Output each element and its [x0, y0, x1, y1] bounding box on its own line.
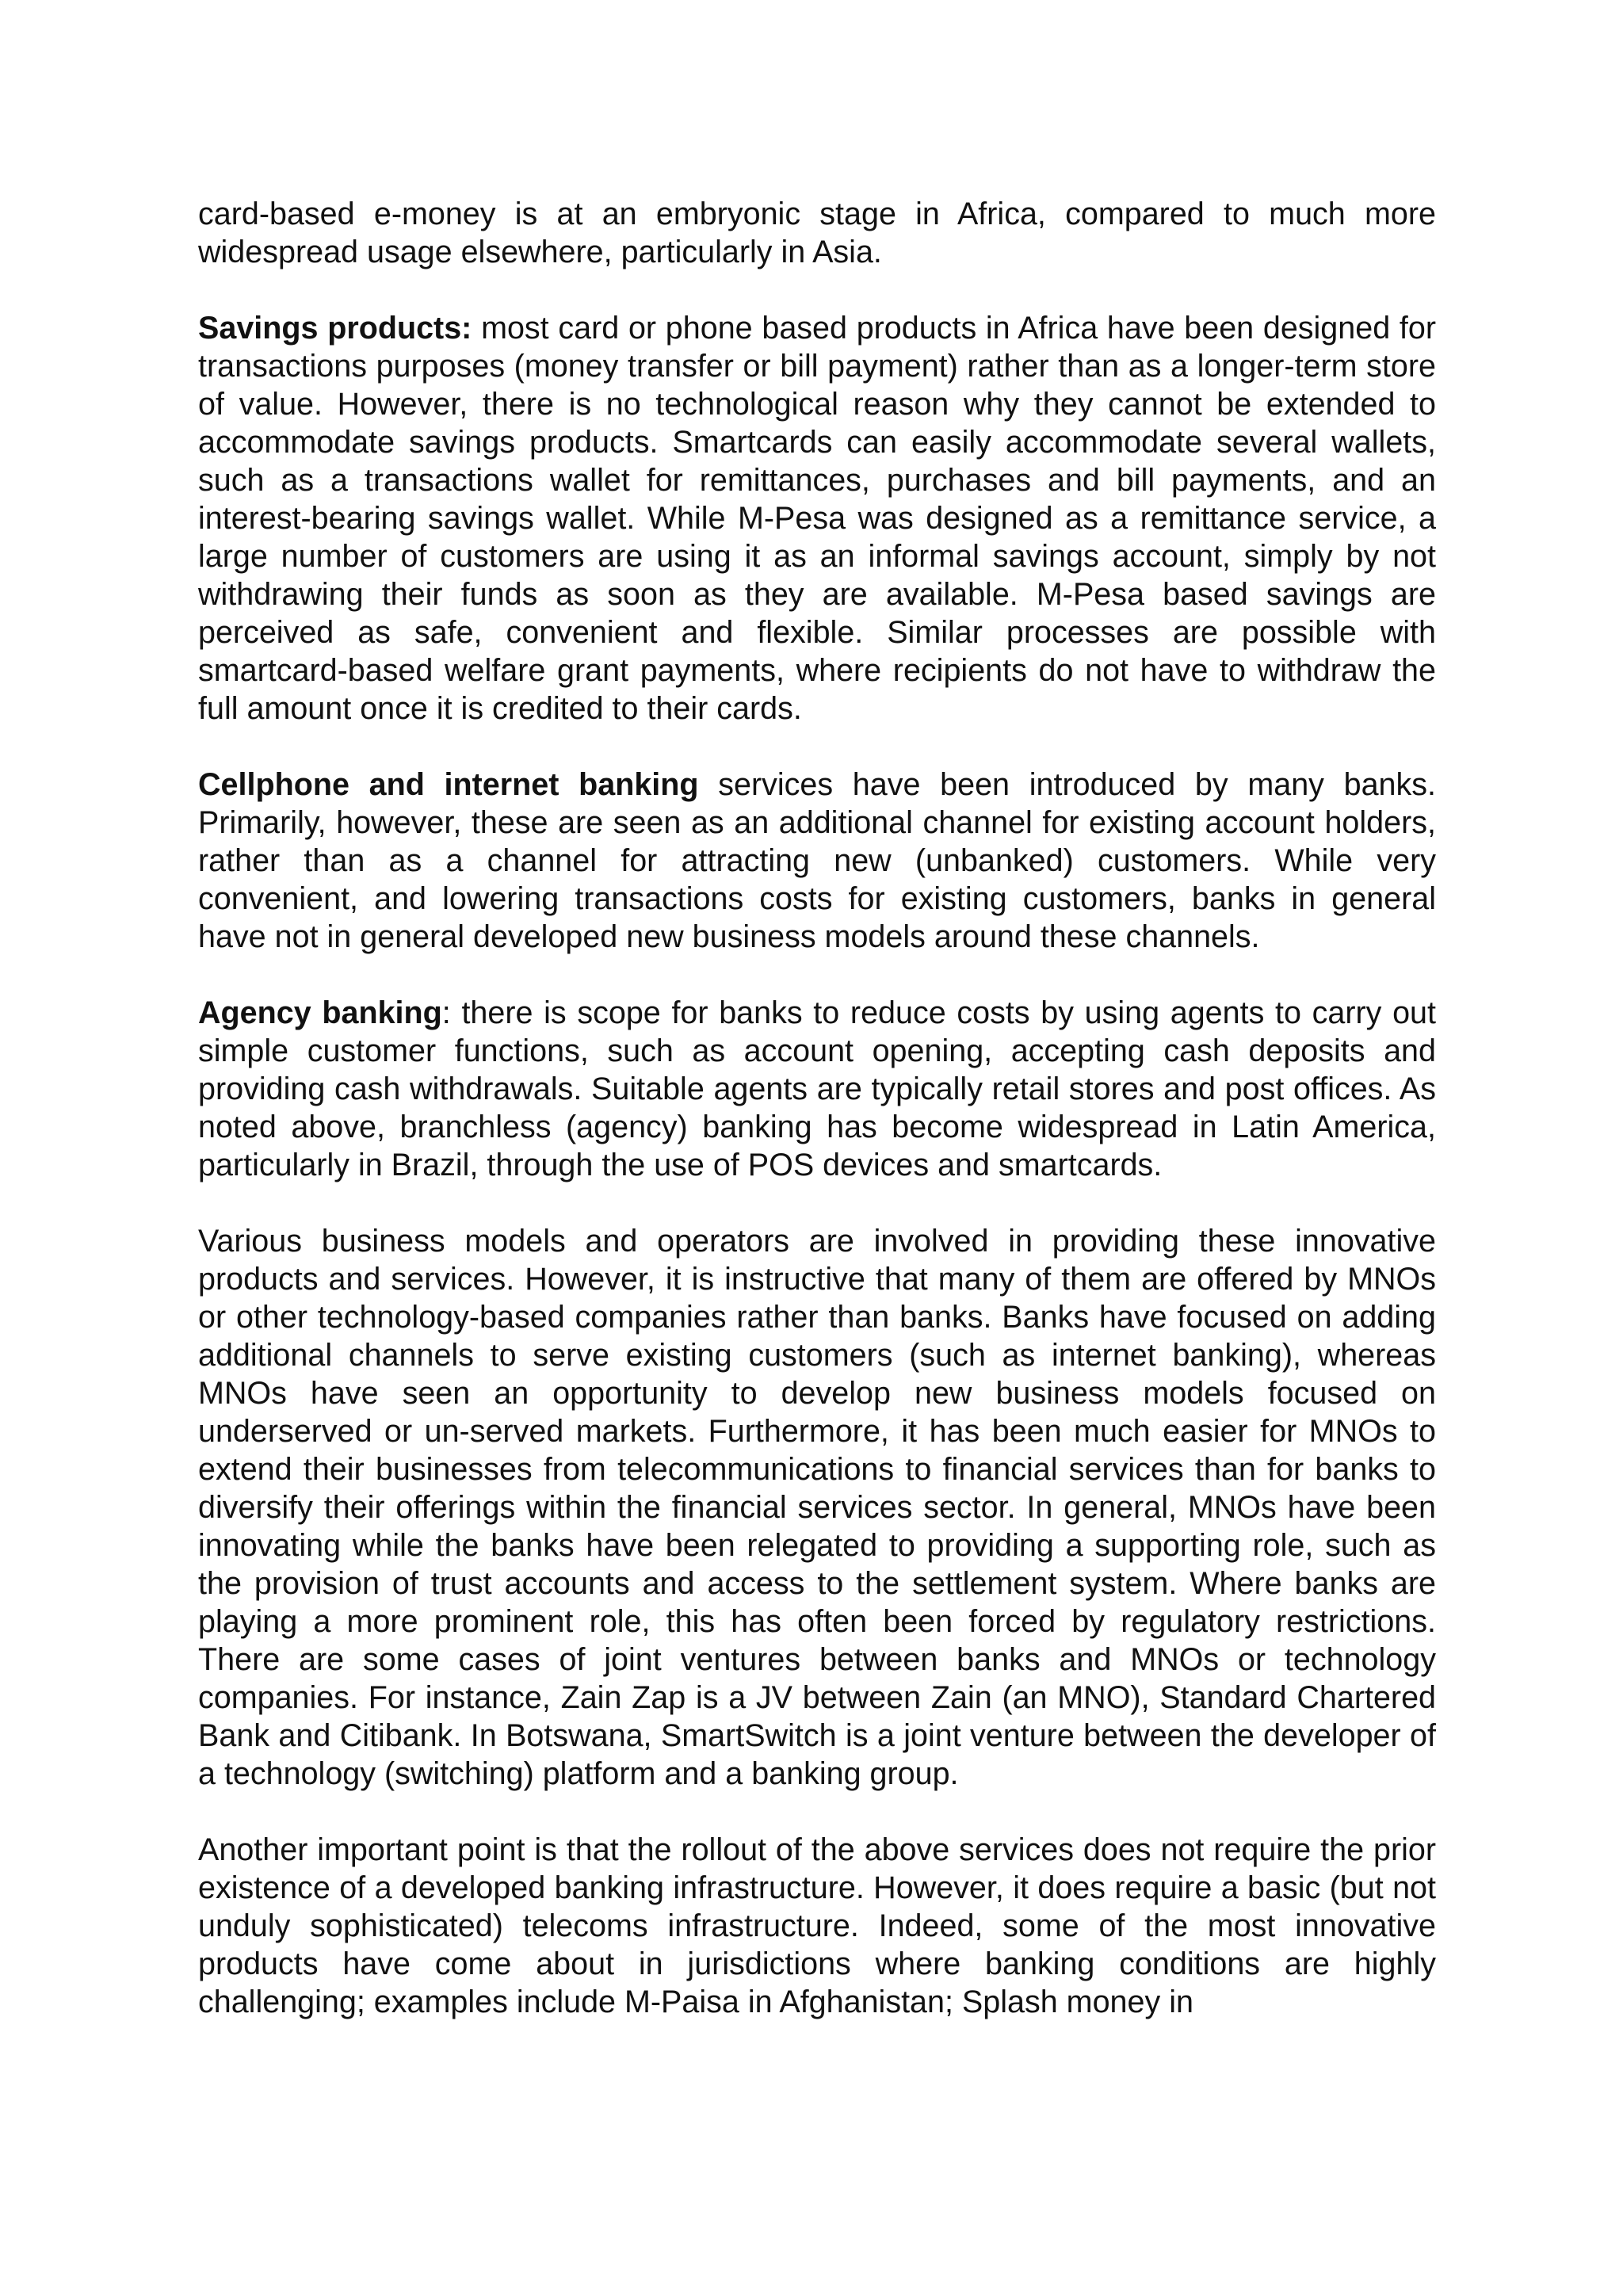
paragraph-heading: Savings products: [198, 311, 472, 346]
paragraph-heading: Agency banking [198, 995, 442, 1030]
paragraph-agency-banking [198, 994, 1436, 1184]
paragraph-infrastructure [198, 1831, 1436, 2021]
paragraph-text: : there is scope for banks to reduce costs by using agents to carry out simple customer functions, such as account opening, accepting cash deposits and providing cash withdrawals. Suitable agents are typically retail stores and post offices. As noted above, branchless (agency) banking has become widespread in Latin America, particularly in Brazil, through the use of POS devices and smartcards. [198, 995, 1436, 1182]
paragraph-text: Various business models and operators are involved in providing these innovative products and services. However, it is instructive that many of them are offered by MNOs or other technology-based companies rather than banks. Banks have focused on adding additional channels to serve existing customers (such as internet banking), whereas MNOs have seen an opportunity to develop new business models focused on underserved or un-served markets. Furthermore, it has been much easier for MNOs to extend their businesses from telecommunications to financial services than for banks to diversify their offerings within the financial services sector. In general, MNOs have been innovating while the banks have been relegated to providing a supporting role, such as the provision of trust accounts and access to the settlement system. Where banks are playing a more prominent role, this has often been forced by regulatory restrictions. There are some cases of joint ventures between banks and MNOs or technology companies. For instance, Zain Zap is a JV between Zain (an MNO), Standard Chartered Bank and Citibank. In Botswana, SmartSwitch is a joint venture between the developer of a technology (switching) platform and a banking group. [198, 1224, 1436, 1791]
paragraph-text: most card or phone based products in Africa have been designed for transactions purposes (money transfer or bill payment) rather than as a longer-term store of value. However, there is no technological reason why they cannot be extended to accommodate savings products. Smartcards can easily accommodate several wallets, such as a transactions wallet for remittances, purchases and bill payments, and an interest-bearing savings wallet. While M-Pesa was designed as a remittance service, a large number of customers are using it as an informal savings account, simply by not withdrawing their funds as soon as they are available. M-Pesa based savings are perceived as safe, convenient and flexible. Similar processes are possible with smartcard-based welfare grant payments, where recipients do not have to withdraw the full amount once it is credited to their cards. [198, 311, 1437, 726]
paragraph-savings-products [198, 309, 1436, 728]
paragraph-text: Another important point is that the rollout of the above services does not require the prior existence of a developed banking infrastructure. However, it does require a basic (but not unduly sophisticated) telecoms infrastructure. Indeed, some of the most innovative products have come about in jurisdictions where banking conditions are highly challenging; examples include M-Paisa in Afghanistan; Splash money in [198, 1832, 1436, 2019]
paragraph-text: services have been introduced by many banks. Primarily, however, these are seen as an additional channel for existing account holders, rather than as a channel for attracting new (unbanked) customers. While very convenient, and lowering transactions costs for existing customers, banks in general have not in general developed new business models around these channels. [198, 767, 1436, 954]
paragraph-card-based-emoney [198, 195, 1436, 271]
document-body [198, 195, 1436, 2021]
paragraph-business-models [198, 1222, 1436, 1793]
paragraph-heading: Cellphone and internet banking [198, 767, 699, 802]
paragraph-text: card-based e-money is at an embryonic stage in Africa, compared to much more widespread usage elsewhere, particularly in Asia. [198, 197, 1436, 269]
paragraph-cellphone-internet-banking [198, 766, 1436, 956]
